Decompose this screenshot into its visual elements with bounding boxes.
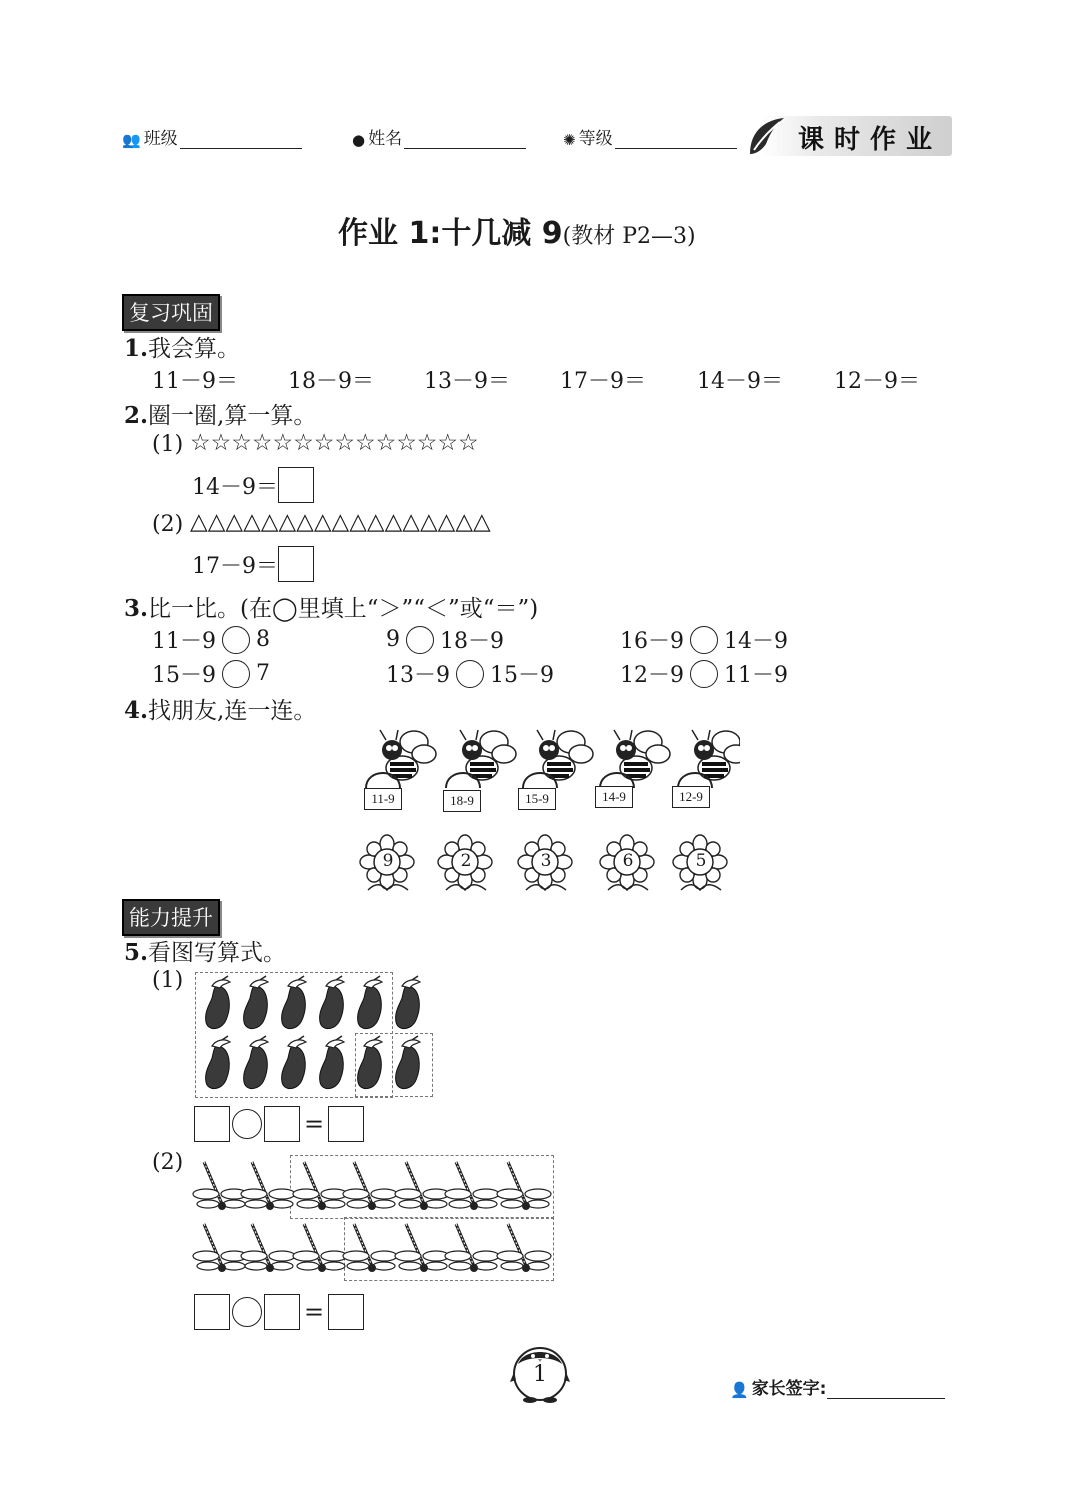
section-review-tag: 复习巩固 [122, 294, 220, 331]
compare-circle[interactable] [406, 626, 434, 654]
bee-card[interactable]: 12-9 [672, 786, 710, 808]
q2-number: 2. [124, 402, 149, 429]
q2-part2-label: (2) [152, 512, 184, 537]
bee-card[interactable]: 11-9 [364, 788, 402, 810]
q1-text: 我会算。 [148, 336, 241, 362]
q1-item[interactable]: 17－9＝ [560, 369, 646, 394]
flower-number[interactable]: 6 [622, 851, 634, 871]
parent-signature [730, 1374, 945, 1399]
eggplant-icon [358, 976, 382, 1029]
name-input-line[interactable] [404, 130, 526, 149]
eggplant-icon [396, 976, 420, 1029]
q4-number: 4. [124, 697, 149, 724]
q1-item[interactable]: 11－9＝ [152, 369, 238, 394]
q3-text: 比一比。(在◯里填上“＞”“＜”或“＝”) [148, 596, 539, 622]
q2-part2-eq-text: 17－9＝ [192, 553, 278, 579]
q3-compare-item [386, 624, 504, 655]
eggplant-icon [320, 1036, 344, 1089]
equals-sign: = [304, 1298, 325, 1326]
bee-icon [678, 730, 740, 788]
bee-card[interactable]: 18-9 [443, 790, 481, 812]
q2-part1-eq-text: 14－9＝ [192, 474, 278, 500]
compare-circle[interactable] [222, 660, 250, 688]
q3-compare-item [386, 658, 554, 689]
eggplant-icon [396, 1036, 420, 1089]
title-ref: (教材 P2—3) [562, 224, 696, 249]
q5-part1-label: (1) [152, 968, 184, 993]
dragonfly-icon [395, 1162, 449, 1210]
class-field [122, 124, 302, 149]
page-number: 1 [533, 1362, 547, 1387]
q4-heading [124, 692, 316, 725]
answer-box[interactable] [264, 1106, 300, 1142]
compare-circle[interactable] [456, 660, 484, 688]
bee-card[interactable]: 14-9 [595, 786, 633, 808]
eggplant-icon [358, 1036, 382, 1089]
compare-left: 16－9 [620, 629, 684, 654]
q3-compare-item [152, 658, 270, 689]
bee-icon [366, 730, 436, 788]
q4-text: 找朋友,连一连。 [148, 698, 317, 724]
medal-icon: ✺ [563, 131, 576, 149]
page-title [338, 208, 696, 252]
compare-right: 14－9 [724, 629, 788, 654]
equals-sign: = [304, 1110, 325, 1138]
compare-left: 13－9 [386, 663, 450, 688]
parent-sign-label: 家长签字: [751, 1379, 827, 1399]
q5-heading [124, 934, 286, 967]
q5-part2-label: (2) [152, 1150, 184, 1175]
compare-left: 15－9 [152, 663, 216, 688]
bee-icon [600, 730, 670, 788]
q3-number: 3. [124, 595, 149, 622]
q5-number: 5. [124, 939, 149, 966]
eggplant-icon [244, 1036, 268, 1089]
compare-left: 11－9 [152, 629, 216, 654]
bee-icon [523, 730, 593, 788]
q2-part2-equation [192, 546, 314, 582]
answer-box[interactable] [328, 1294, 364, 1330]
q1-item[interactable]: 13－9＝ [424, 369, 510, 394]
operator-circle[interactable] [232, 1297, 262, 1327]
grade-field [563, 124, 737, 149]
answer-box[interactable] [194, 1294, 230, 1330]
q1-item[interactable]: 14－9＝ [697, 369, 783, 394]
eggplant-icon [282, 976, 306, 1029]
compare-right: 15－9 [490, 663, 554, 688]
dragonfly-icon [293, 1162, 347, 1210]
banner-title: 课时作业 [798, 125, 943, 155]
q5-part2-equation [194, 1294, 364, 1330]
compare-right: 18－9 [440, 629, 504, 654]
dragonfly-icon [293, 1224, 347, 1272]
name-label: 姓名 [368, 129, 403, 149]
class-input-line[interactable] [180, 130, 302, 149]
answer-box[interactable] [194, 1106, 230, 1142]
dragonfly-icon [445, 1224, 499, 1272]
compare-right: 7 [256, 661, 270, 686]
answer-box[interactable] [264, 1294, 300, 1330]
eggplant-icon [244, 976, 268, 1029]
dragonfly-icon [497, 1224, 551, 1272]
bee-icon [446, 730, 516, 788]
head-icon: ● [352, 131, 366, 149]
compare-circle[interactable] [690, 626, 718, 654]
dragonfly-icon [445, 1162, 499, 1210]
q3-compare-item [620, 624, 788, 655]
compare-left: 9 [386, 627, 400, 652]
flower-number[interactable]: 9 [382, 851, 394, 871]
dragonfly-grid [192, 1158, 554, 1282]
answer-box[interactable] [278, 546, 314, 582]
dragonfly-icon [241, 1162, 295, 1210]
grade-label: 等级 [578, 129, 613, 149]
leaf-logo-icon [744, 114, 786, 158]
q1-heading [124, 330, 240, 363]
people-icon: 👥 [122, 131, 141, 149]
q1-item[interactable]: 12－9＝ [834, 369, 920, 394]
dragonfly-icon [497, 1162, 551, 1210]
compare-left: 12－9 [620, 663, 684, 688]
dragonfly-icon [241, 1224, 295, 1272]
q2-text: 圈一圈,算一算。 [148, 403, 317, 429]
answer-box[interactable] [278, 467, 314, 503]
q1-item[interactable]: 18－9＝ [288, 369, 374, 394]
bee-card[interactable]: 15-9 [518, 788, 556, 810]
q5-part1-equation [194, 1106, 364, 1142]
compare-right: 11－9 [724, 663, 788, 688]
q3-heading [124, 590, 538, 623]
q2-part1-equation [192, 467, 314, 503]
q1-number: 1. [124, 335, 149, 362]
q2-triangle-row: △△△△△△△△△△△△△△△△△ [190, 509, 491, 535]
eggplant-icon [206, 976, 230, 1029]
eggplant-icon [206, 1036, 230, 1089]
name-field [352, 124, 526, 149]
dragonfly-icon [395, 1224, 449, 1272]
q5-text: 看图写算式。 [148, 940, 287, 966]
grade-input-line[interactable] [615, 130, 737, 149]
compare-circle[interactable] [690, 660, 718, 688]
dragonfly-icon [343, 1162, 397, 1210]
q2-heading [124, 397, 316, 430]
title-main: 作业 1:十几减 9 [338, 216, 563, 251]
operator-circle[interactable] [232, 1109, 262, 1139]
flower-number[interactable]: 5 [695, 851, 707, 871]
dragonfly-icon [193, 1224, 247, 1272]
eggplant-grid [196, 974, 436, 1096]
q3-compare-item [152, 624, 270, 655]
parent-sign-line[interactable] [827, 1384, 945, 1399]
compare-circle[interactable] [222, 626, 250, 654]
section-improve-tag: 能力提升 [122, 899, 220, 936]
flower-number[interactable]: 3 [540, 851, 552, 871]
flower-number[interactable]: 2 [460, 851, 472, 871]
eggplant-icon [320, 976, 344, 1029]
q2-star-row: ☆☆☆☆☆☆☆☆☆☆☆☆☆☆ [190, 430, 479, 456]
dragonfly-icon [193, 1162, 247, 1210]
compare-right: 8 [256, 627, 270, 652]
answer-box[interactable] [328, 1106, 364, 1142]
class-label: 班级 [143, 129, 178, 149]
person-icon: 👤 [730, 1381, 749, 1399]
q3-compare-item [620, 658, 788, 689]
q2-part1-label: (1) [152, 432, 184, 457]
eggplant-icon [282, 1036, 306, 1089]
dragonfly-icon [343, 1224, 397, 1272]
